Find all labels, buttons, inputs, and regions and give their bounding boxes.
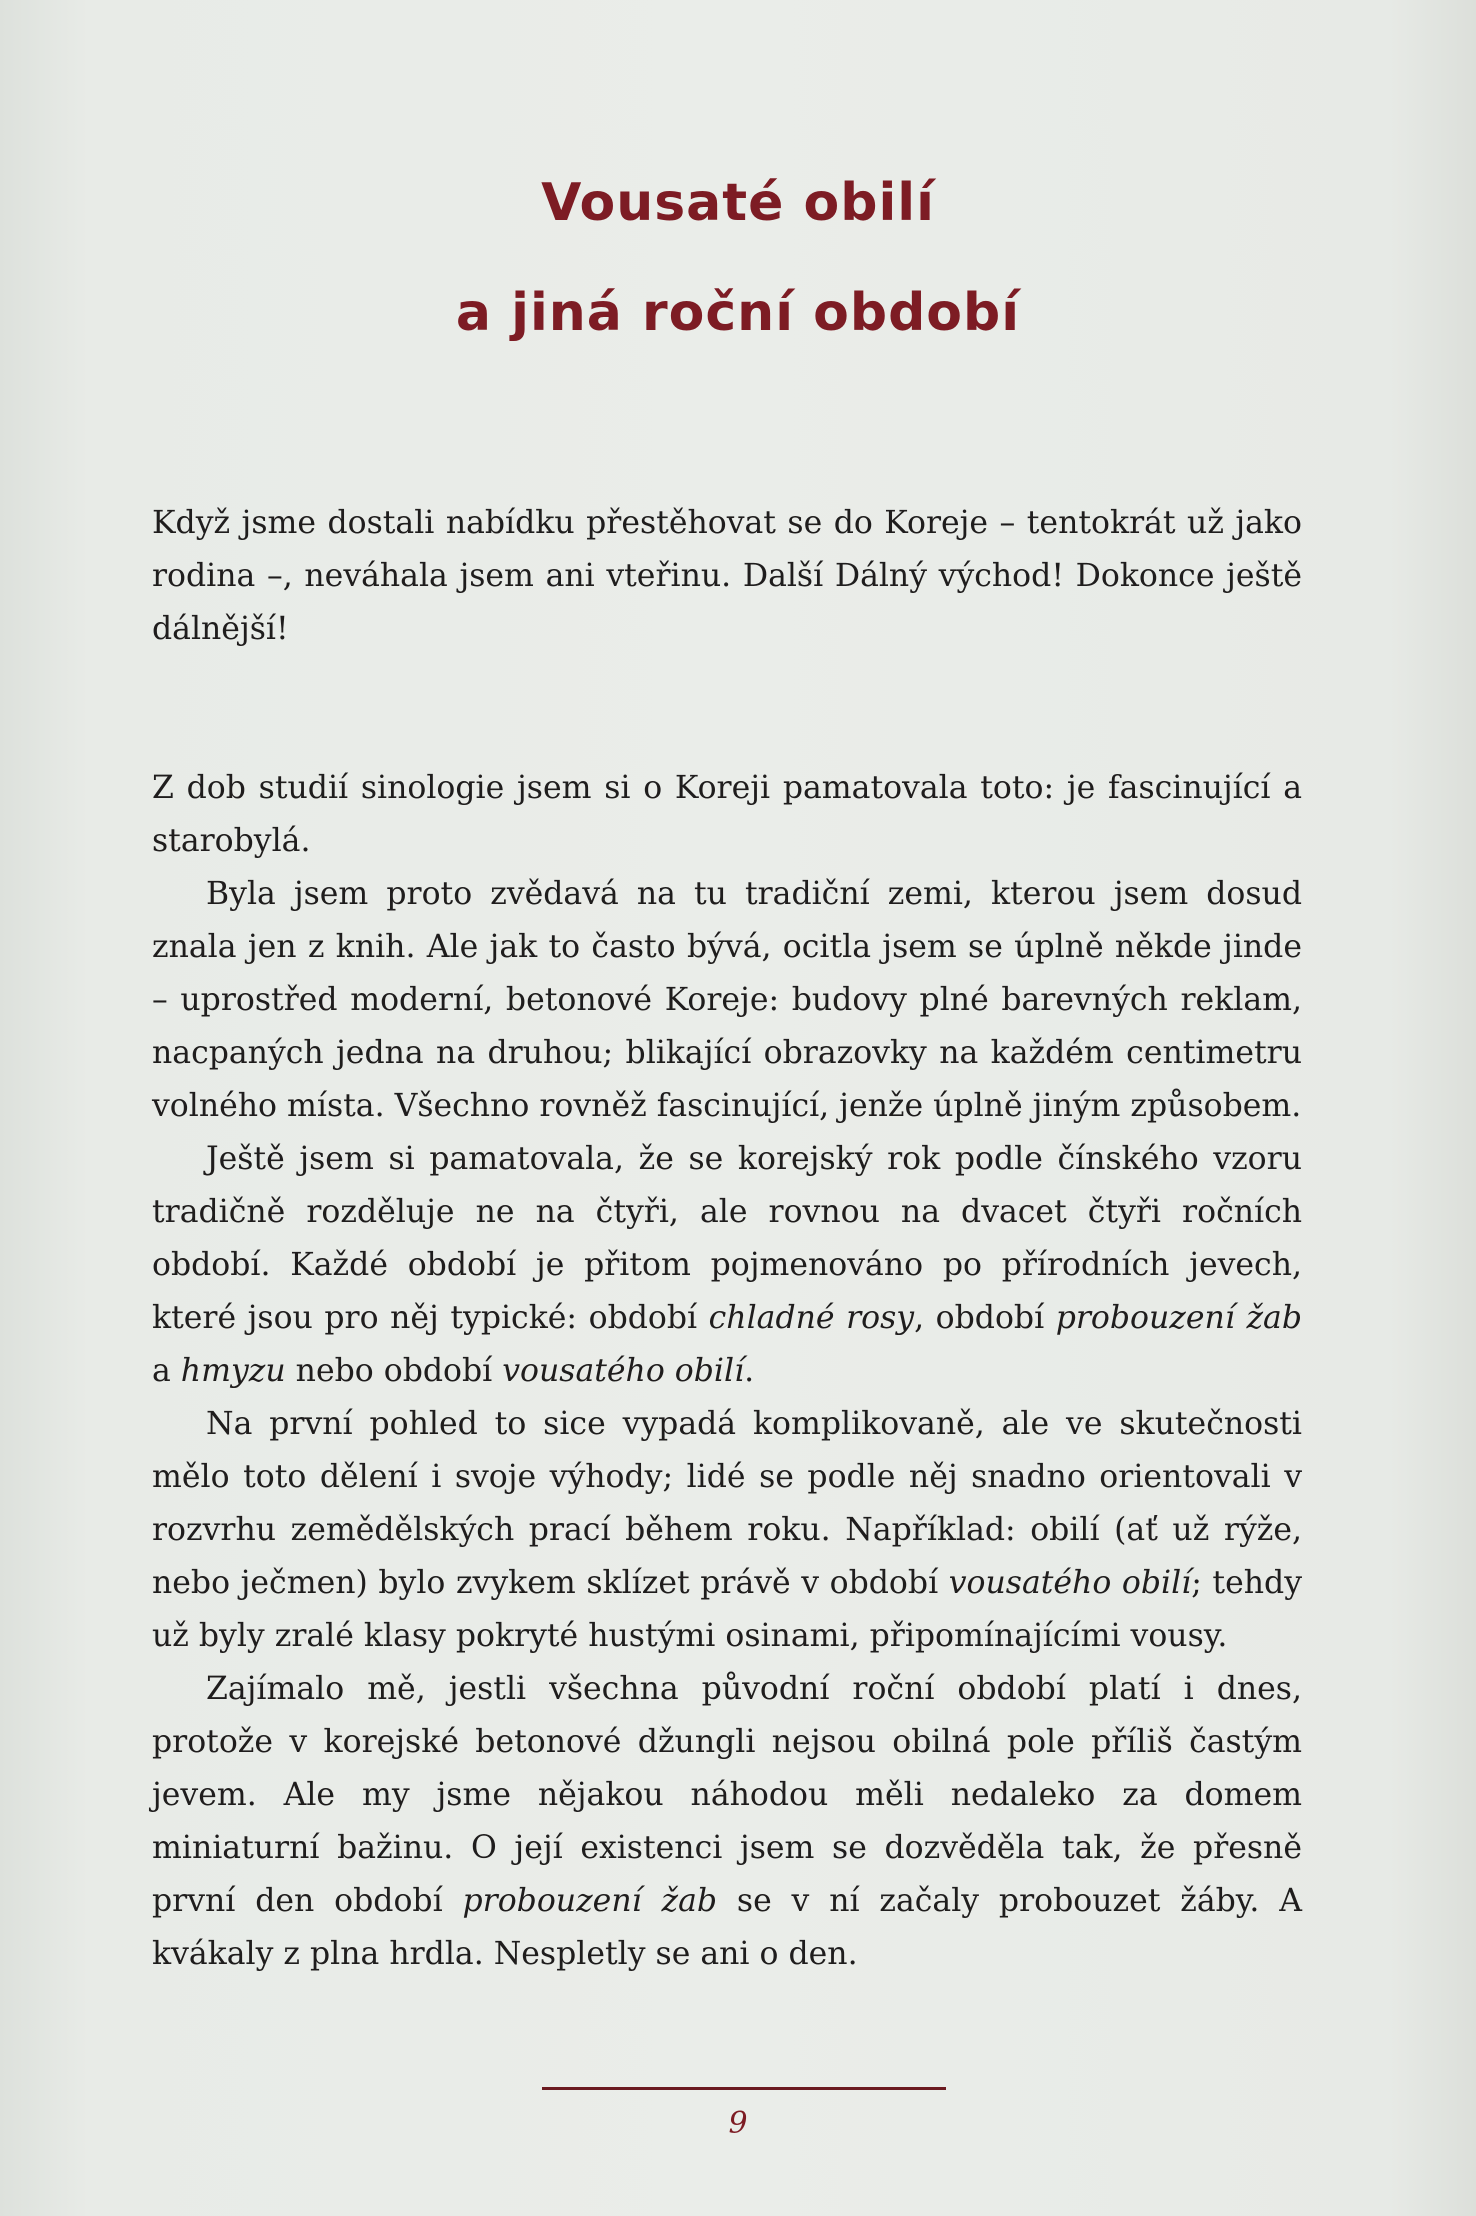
paragraph-4 [152, 1133, 1302, 1398]
paragraph-6 [152, 1663, 1302, 1981]
chapter-body [152, 497, 1302, 1981]
paragraph-4-text: . [744, 1353, 755, 1389]
paragraph-5-text: Na první pohled to sice vypadá komplikovaně, ale ve skutečnosti mělo toto dělení i svoje výhody; lidé se podle něj snadno orientovali v rozvrhu zemědělských prací během roku. Například: obilí (ať už rýže, nebo ječmen) bylo zvykem sklízet právě v období [152, 1406, 1302, 1601]
emphasis-vousateho-obili: vousatého obilí [502, 1353, 745, 1389]
emphasis-probouzeni-zab: probouzení žab [1055, 1300, 1302, 1336]
paragraph-5 [152, 1398, 1302, 1663]
paragraph-4-text: nebo období [285, 1353, 503, 1389]
chapter-title-line-1: Vousaté obilí [541, 173, 935, 233]
emphasis-probouzeni-zab: probouzení žab [462, 1883, 718, 1919]
footer-rule [542, 2087, 946, 2090]
paragraph-5-text: ; tehdy už byly zralé klasy pokryté hustými osinami, připomínajícími vousy. [152, 1565, 1302, 1654]
paragraph-2: Z dob studií sinologie jsem si o Koreji pamatovala toto: je fascinující a starobylá. [152, 770, 1302, 859]
paragraph-4-text: a [152, 1353, 181, 1389]
paragraph-3: Byla jsem proto zvědavá na tu tradiční zemi, kterou jsem dosud znala jen z knih. Ale jak to často bývá, ocitla jsem se úplně někde jinde – uprostřed moderní, betonové Koreje: budovy plné barevných reklam, nacpaných jedna na druhou; blikající obrazovky na každém centimetru volného místa. Všechno rovněž fascinující, jenže úplně jiným způsobem. [152, 876, 1302, 1124]
paragraph-4-text: , období [914, 1300, 1056, 1336]
chapter-title [0, 148, 1476, 368]
chapter-title-line-2: a jiná roční období [455, 283, 1021, 343]
emphasis-vousateho-obili: vousatého obilí [948, 1565, 1192, 1601]
emphasis-hmyzu: hmyzu [180, 1353, 286, 1389]
page-number: 9 [728, 2106, 748, 2141]
paragraph-gap [152, 656, 1302, 762]
paragraph-1: Když jsme dostali nabídku přestěhovat se do Koreje – tentokrát už jako rodina –, neváhala jsem ani vteřinu. Další Dálný východ! Dokonce ještě dálnější! [152, 505, 1302, 647]
paragraph-4-text: Ještě jsem si pamatovala, že se korejský rok podle čínského vzoru tradičně rozděluje ne na čtyři, ale rovnou na dvacet čtyři ročních období. Každé období je přitom pojmenováno po přírodních jevech, které jsou pro něj typické: období [152, 1141, 1302, 1336]
paragraph-6-text: Zajímalo mě, jestli všechna původní roční období platí i dnes, protože v korejské betonové džungli nejsou obilná pole příliš častým jevem. Ale my jsme nějakou náhodou měli nedaleko za domem miniaturní bažinu. O její existenci jsem se dozvěděla tak, že přesně první den období [152, 1671, 1302, 1919]
paragraph-6-text: se v ní začaly probouzet žáby. A kvákaly z plna hrdla. Nespletly se ani o den. [152, 1883, 1302, 1972]
emphasis-chladne-rosy: chladné rosy [708, 1300, 915, 1336]
